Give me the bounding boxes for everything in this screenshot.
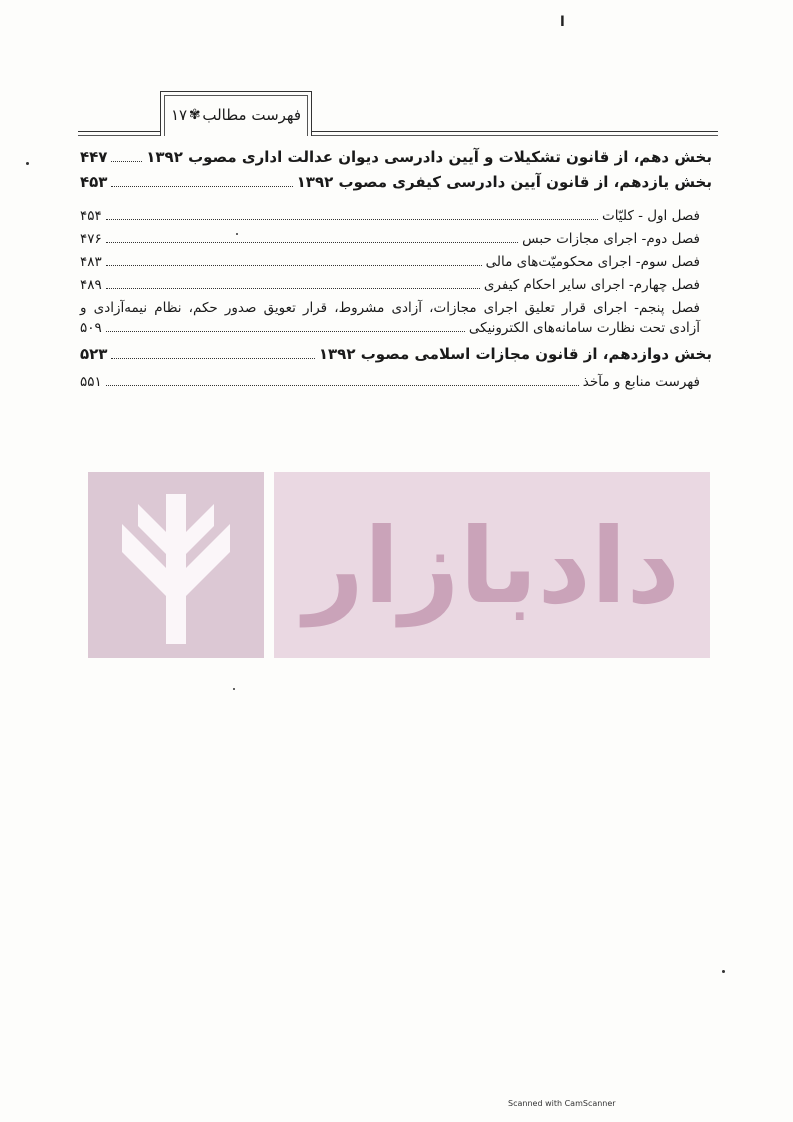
toc-page-number: ۴۴۷: [80, 148, 108, 166]
toc-chapter-5[interactable]: [80, 300, 712, 337]
ornament-icon: ✾: [188, 107, 201, 123]
scan-speck: [722, 970, 725, 973]
toc-chapter-3[interactable]: [80, 254, 712, 271]
toc-section-12[interactable]: [80, 345, 712, 364]
dot-leader: [111, 161, 142, 162]
toc-title: بخش یازدهم، از قانون آیین دادرسی کیفری مصوب ۱۳۹۲: [296, 173, 712, 191]
toc-title: فصل سوم- اجرای محکومیّت‌های مالی: [485, 254, 700, 270]
dot-leader: [106, 265, 482, 266]
dot-leader: [106, 385, 579, 386]
toc-title-line2: آزادی تحت نظارت سامانه‌های الکترونیکی: [468, 320, 700, 336]
toc-title: فهرست منابع و مآخذ: [582, 374, 700, 390]
page-mark: ا: [560, 14, 565, 30]
table-of-contents: [80, 148, 712, 397]
dot-leader: [111, 186, 292, 187]
toc-page-number: ۵۵۱: [80, 374, 102, 390]
toc-page-number: ۴۸۳: [80, 254, 102, 270]
toc-page-number: ۵۲۳: [80, 345, 108, 363]
toc-references[interactable]: [80, 374, 712, 391]
scan-speck: [26, 162, 29, 165]
dot-leader: [111, 358, 314, 359]
toc-page-number: ۴۸۹: [80, 277, 102, 293]
watermark-text: دادبازار: [304, 505, 680, 627]
toc-chapter-4[interactable]: [80, 277, 712, 294]
toc-title: بخش دهم، از قانون تشکیلات و آیین دادرسی دیوان عدالت اداری مصوب ۱۳۹۲: [146, 148, 712, 166]
scan-speck: [233, 688, 235, 690]
toc-title-line1: فصل پنجم- اجرای قرار تعلیق اجرای مجازات، آزادی مشروط، قرار تعویق صدور حکم، نظام نیمه‌آزادی و: [80, 300, 700, 316]
toc-title: فصل دوم- اجرای مجازات حبس: [522, 231, 700, 247]
toc-title: بخش دوازدهم، از قانون مجازات اسلامی مصوب ۱۳۹۲: [318, 345, 712, 363]
toc-chapter-1[interactable]: [80, 208, 712, 225]
watermark: [88, 472, 710, 658]
dot-leader: [106, 242, 518, 243]
toc-chapter-2[interactable]: [80, 231, 712, 248]
toc-page-number: ۴۵۳: [80, 173, 108, 191]
scanner-footer: Scanned with CamScanner: [508, 1099, 616, 1108]
scan-speck: [236, 233, 238, 235]
header-title: فهرست مطالب: [202, 106, 301, 124]
toc-page-number: ۴۵۴: [80, 208, 102, 224]
page-header: [78, 92, 718, 138]
header-page-number: ۱۷: [171, 106, 188, 124]
dot-leader: [106, 288, 480, 289]
toc-section-10[interactable]: [80, 148, 712, 167]
dot-leader: [106, 219, 598, 220]
toc-title: فصل اول - کلیّات: [601, 208, 700, 224]
header-frame: [160, 91, 312, 136]
toc-title: فصل چهارم- اجرای سایر احکام کیفری: [483, 277, 700, 293]
toc-section-11[interactable]: [80, 173, 712, 192]
toc-page-number: ۴۷۶: [80, 231, 102, 247]
toc-page-number: ۵۰۹: [80, 320, 102, 336]
dot-leader: [106, 331, 465, 332]
dadbazar-logo-icon: [88, 472, 264, 658]
